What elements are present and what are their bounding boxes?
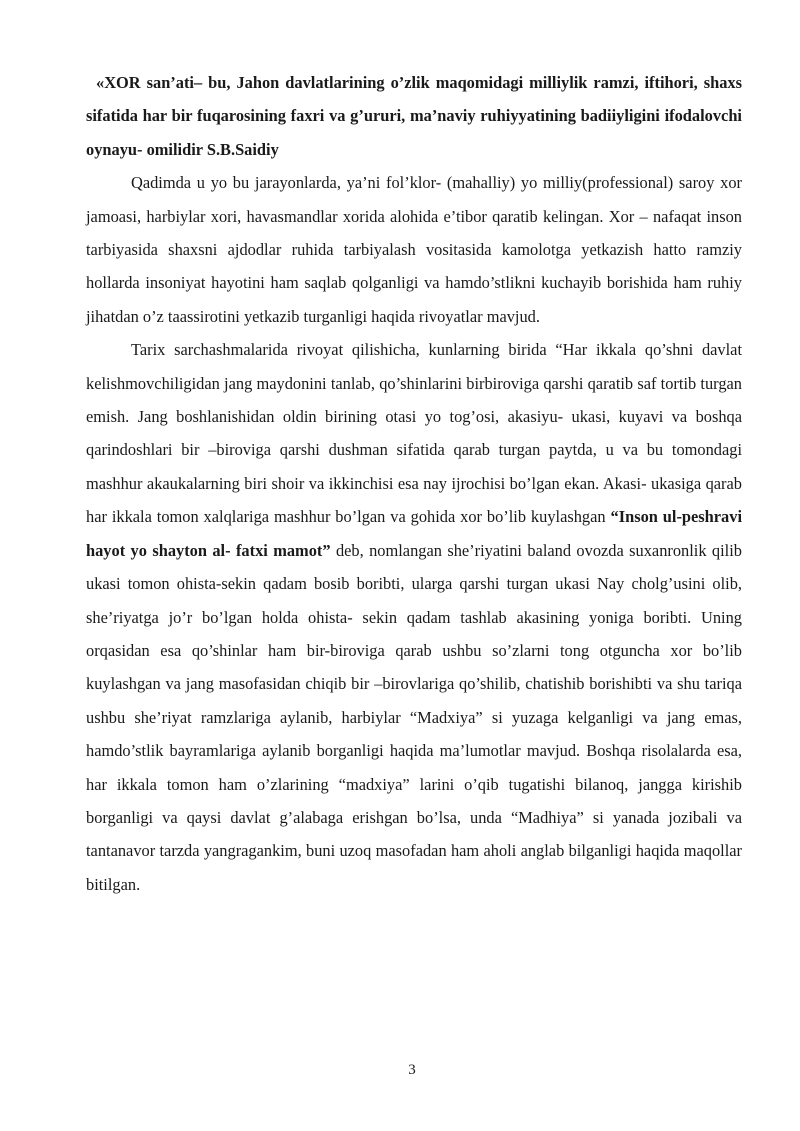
page-body [86, 66, 742, 901]
poem-title-bold: “Inson ul-peshravi hayot yo shayton al- fatxi mamot” [86, 507, 743, 560]
paragraph-2-text-start: Tarix sarchashmalarida rivoyat qilishicha, kunlarning birida “Har ikkala qo’shni davlat kelishmovchiligidan jang maydonini tanlab, qo’shinlarini birbiroviga qarshi qaratib saf tortib turgan emish. Jang boshlanishidan oldin birining otasi yo tog’osi, akasiyu- ukasi, kuyavi va boshqa qarindoshlari bir –biroviga qarshi dushman sifatida qarab turgan paytda, u va bu tomondagi mashhur akaukalarning biri shoir va ikkinchisi esa nay ijrochisi bo’lgan ekan. Akasi- ukasiga qarab har ikkala tomon xalqlariga mashhur bo’lgan va gohida xor bo’lib kuylashgan [86, 340, 742, 527]
page-number: 3 [408, 1062, 416, 1078]
paragraph-2-text-end: deb, nomlangan she’riyatini baland ovozda suxanronlik qilib ukasi tomon ohista-sekin qadam bosib boribti, ularga qarshi turgan ukasi Nay cholg’usini olib, she’riyatga jo’r bo’lgan holda ohista- sekin qadam tashlab akasining yoniga boribti. Uning orqasidan esa qo’shinlar ham bir-biroviga qarab ushbu so’zlarni tong otguncha xor bo’lib kuylashgan va jang masofasidan chiqib bir –birovlariga qo’shilib, chatishib borishibti va shu tariqa ushbu she’riyat ramzlariga aylanib, harbiylar “Madxiya” si yuzaga kelganligi va jang emas, hamdo’stlik bayramlariga aylanib borganligi haqida ma’lumotlar mavjud. Boshqa risolalarda esa, har ikkala tomon ham o’zlarining “madxiya” larini o’qib tugatishi bilanoq, jangga kirishib borganligi va qaysi davlat g’alabaga erishgan bo’lsa, unda “Madhiya” si yanada jozibali va tantanavor tarzda yangragankim, buni uzoq masofadan ham aholi anglab bilganligi haqida maqollar bitilgan. [86, 540, 742, 894]
epigraph-quote: «XOR san’ati– bu, Jahon davlatlarining o’zlik maqomidagi milliylik ramzi, iftihori, shaxs sifatida har bir fuqarosining faxri va g’ururi, ma’naviy ruhiyyatining badiiyligini ifodalovchi oynayu- omilidir S.B.Saidiy [86, 73, 742, 159]
paragraph-2 [86, 333, 742, 901]
paragraph-1: Qadimda u yo bu jarayonlarda, ya’ni fol’klor- (mahalliy) yo milliy(professional) saroy xor jamoasi, harbiylar xori, havasmandlar xorida alohida e’tibor qaratib kelingan. Xor – nafaqat inson tarbiyasida shaxsni ajdodlar ruhida tarbiyalash vositasida kamolotga yetkazish hatto ramziy hollarda insoniyat hayotini ham saqlab qolganligi va hamdo’stlikni kuchayib borishida ham ruhiy jihatdan o’z taassirotini yetkazib turganligi haqida rivoyatlar mavjud. [86, 173, 742, 326]
